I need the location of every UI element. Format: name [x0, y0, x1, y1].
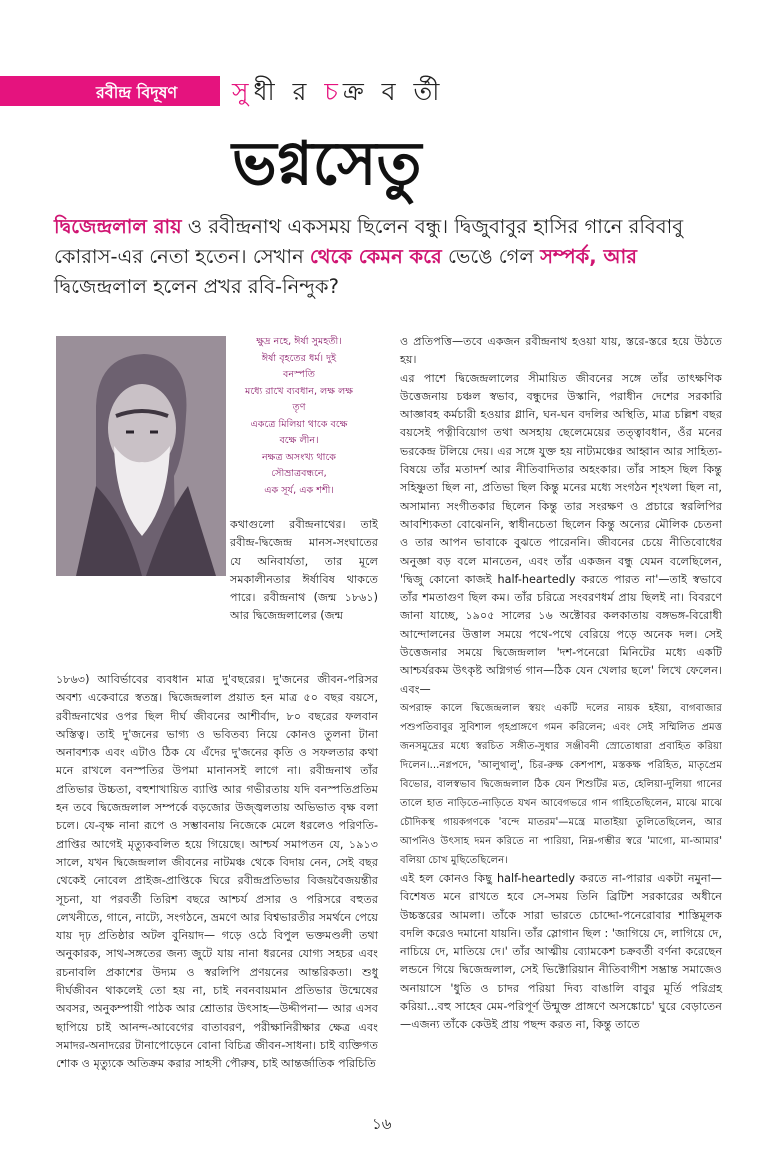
body-column-left-narrow [230, 516, 378, 626]
epigraph-line: সৌভ্রাত্রবন্ধনে, [271, 468, 327, 479]
portrait-image [56, 336, 226, 576]
lede-text: ও রবীন্দ্রনাথ একসময় ছিলেন বন্ধু। দ্বিজুবাবুর হাসির গানে রবিবাবু কোরাস-এর নেতা হতেন। সেখান [54, 215, 684, 268]
author-part-2: ক্র ব র্তী [342, 77, 445, 106]
epigraph-line: এক সূর্য, এক শশী। [264, 484, 334, 496]
lede-text: ভেঙে গেল [441, 245, 541, 268]
article-title: ভগ্নসেতু [232, 129, 422, 199]
epigraph-line: ক্ষুদ্র নহে, ঈর্ষা সুমহতী। [256, 336, 342, 347]
lede-highlight: দ্বিজেন্দ্রলাল রায় [54, 215, 182, 238]
body-column-right [400, 333, 722, 1035]
paragraph: এর পাশে দ্বিজেন্দ্রলালের সীমায়িত জীবনের সঙ্গে তাঁর তাৎক্ষণিক উত্তেজনায় চঞ্চল স্বভাব, বন্ধুদের উস্কানি, পরাধীন দেশের সরকারি আজ্ঞাবহ কর্মচারী হওয়ার গ্লানি, ঘন-ঘন বদলির অস্থিতি, মাত্র চল্লিশ বছর বয়সেই পত্নীবিয়োগ তথা অসহায় ছেলেমেয়ের তত্ত্বাবধান, ওঁর মনের ভরকেন্দ্র টলিয়ে দেয়। এর সঙ্গে যুক্ত হয় নাট্যমঞ্চের আহ্বান আর সাহিত্য-বিষয়ে তাঁর মতাদর্শ আর নীতিবাদিতার অহংকার। তাঁর সাহস ছিল কিন্তু সহিষ্ণুতা ছিল না, প্রতিভা ছিল কিন্তু মনের মধ্যে সংগঠন শৃংখলা ছিল না, অসামান্য সংগীতকার ছিলেন কিন্তু তার সংরক্ষণ ও প্রচারে স্বরলিপির আবশ্যিকতা বোঝেননি, স্বাধীনচেতা ছিলেন কিন্তু অন্যের মৌলিক চেতনা ও তার আপন ভাবাকে বুঝতে পারেননি। জীবনের চেয়ে নীতিবোধের অনুজ্ঞা বড় বলে মানতেন, এবং তাঁর একজন বন্ধু যেমন বলেছিলেন, 'দ্বিজু কোনো কাজই half-heartedly করতে পারত না'—তাই স্বভাবে তাঁর শমতাগুণ ছিল কম। তাঁর চরিত্রে সংবরণধর্ম প্রায় ছিলই না। বিবরণে জানা যাচ্ছে, ১৯০৫ সালের ১৬ অক্টোবর কলকাতায় বঙ্গভঙ্গ-বিরোধী আন্দোলনের উত্তাল সময়ে পথে-পথে বেরিয়ে পড়ে অনেক দল। সেই উত্তেজনার সময়ে দ্বিজেন্দ্রলাল 'দশ-পনেরো মিনিটের মধ্যে একটি আশ্চর্যরকম উৎকৃষ্ট অগ্নিগর্ভ গান—ঠিক যেন খেলার ছলে' লিখে ফেলেন। এবং— [400, 371, 722, 696]
epigraph-line: মধ্যে রাখে ব্যবধান, লক্ষ লক্ষ [245, 385, 353, 397]
epigraph-line: বনস্পতি [282, 369, 315, 380]
epigraph-line: বক্ষে লীন। [279, 435, 319, 446]
epigraph-line: ঈর্ষা বৃহতের ধর্ম। দুই [261, 352, 337, 364]
body-column-left [56, 671, 378, 1074]
paragraph: এই হল কোনও কিছু half-heartedly করতে না-পারার একটা নমুনা—বিশেষত মনে রাখতে হবে সে-সময় তিনি ব্রিটিশ সরকারের অধীনে উচ্চস্তরের আমলা। তাঁকে সারা ভারতে চোদ্দো-পনেরোবার শাস্তিমূলক বদলি করেও দমানো যায়নি। তাঁর স্লোগান ছিল : 'জাগিয়ে দে, লাগিয়ে দে, নাচিয়ে দে, মাতিয়ে দে।' তাঁর আত্মীয় ব্যোমকেশ চক্রবর্তী বর্ণনা করেছেন লন্ডনে গিয়ে দ্বিজেন্দ্রলাল, সেই ভিক্টোরিয়ান নীতিবাগীশ সম্ভ্রান্ত সমাজেও অনায়াসে 'ধুতি ও চাদর পরিয়া দিব্য বাঙালি বাবুর মূর্তি পরিগ্রহ করিয়া...বহু সাহেব মেম-পরিপূর্ণ উন্মুক্ত প্রাঙ্গণে অসঙ্কোচে' ঘুরে বেড়াতেন—এজন্য তাঁকে কেউই প্রায় পছন্দ করত না, কিন্তু তাতে [400, 871, 722, 1032]
page-number: ১৬ [372, 1115, 392, 1133]
article-lede [54, 212, 722, 302]
epigraph-line: নক্ষত্র অসংখ্য থাকে [261, 451, 337, 463]
epigraph-line: একত্রে মিলিয়া থাকে বক্ষে [250, 418, 348, 430]
lede-highlight: সম্পর্ক, আর [540, 245, 637, 268]
paragraph: কথাগুলো রবীন্দ্রনাথের। তাই রবীন্দ্র-দ্বিজেন্দ্র মানস-সংঘাতের যে অনিবার্যতা, তার মূলে সমকালীনতার ঈর্ষাবিষ থাকতে পারে। রবীন্দ্রনাথ (জন্ম ১৮৬১) আর দ্বিজেন্দ্রলালের (জন্ম [230, 518, 378, 623]
author-part: ধী র [253, 77, 325, 106]
author-name [232, 72, 444, 115]
lede-highlight: থেকে কেমন করে [309, 245, 442, 268]
author-initial-2: চ [324, 77, 343, 106]
lede-text: দ্বিজেন্দ্রলাল হলেন প্রখর রবি-নিন্দুক? [54, 275, 339, 298]
epigraph [226, 334, 372, 499]
epigraph-line: তৃণ [292, 402, 306, 413]
author-initial: সু [232, 77, 254, 106]
paragraph: ১৮৬৩) আবির্ভাবের ব্যবধান মাত্র দু'বছরের। দু'জনের জীবন-পরিসর অবশ্য একেবারে স্বতন্ত্র। দ্বিজেন্দ্রলাল প্রয়াত হন মাত্র ৫০ বছর বয়সে, রবীন্দ্রনাথের ওপর ছিল দীর্ঘ জীবনের আশীর্বাদ, ৮০ বছরের ফলবান অস্তিত্ব। তাই দু'জনের ভাগ্য ও ভবিতব্য নিয়ে কোনও তুলনা টানা অনাবশ্যক এবং এটাও ঠিক যে এঁদের দু'জনের কৃতি ও সফলতার কথা মনে রাখলে বনস্পতির উপমা মানানসই লাগে না। রবীন্দ্রনাথ তাঁর প্রতিভার উচ্চতা, বহুশাখায়িত ব্যাপ্তি আর গভীরতায় যদি বনস্পতিপ্রতিম হন তবে দ্বিজেন্দ্রলাল সম্পর্কে বড়জোর উজ্জ্বলতায় অভিভাত বৃক্ষ বলা চলে। যে-বৃক্ষ নানা রূপে ও সম্ভাবনায় নিজেকে মেলে ধরলেও পরিণতি-প্রাপ্তির আগেই মৃত্যুকবলিত হয়ে গিয়েছে। আশ্চর্য সমাপতন যে, ১৯১৩ সালে, যখন দ্বিজেন্দ্রলাল জীবনের নাটমঞ্চ থেকে বিদায় নেন, সেই বছর থেকেই নোবেল প্রাইজ-প্রাপ্তিকে ঘিরে রবীন্দ্রপ্রতিভার বিজয়বৈজয়ন্তীর সূচনা, যা পরবর্তী তিরিশ বছরে আশ্চর্য প্রসার ও পরিসরে বহুতর লেখনীতে, গানে, নাট্যে, সংগঠনে, ভ্রমণে আর বিশ্বভারতীর সমর্থনে পেয়ে যায় দৃঢ় প্রতিষ্ঠার অটল বুনিয়াদ— গড়ে ওঠে বিপুল ভক্তমণ্ডলী তথা অনুকারক, সাথ-সঙ্গতের জন্য জুটে যায় নানা ধরনের যোগ্য সহচর এবং রচনাবলি প্রকাশের উদ্যম ও স্বরলিপি প্রণয়নের আন্তরিকতা। শুধু দীর্ঘজীবন থাকলেই তো হয় না, চাই নবনবায়মান প্রতিভার উন্মেষের অবসর, অনুকম্পায়ী পাঠক আর শ্রোতার উৎসাহ—উদ্দীপনা— আর এসব ছাপিয়ে চাই আনন্দ-আবেগের বাতাবরণ, পরীক্ষানিরীক্ষার ক্ষেত্র এবং সমাদর-অনাদরের টানাপোড়েনে বোনা বিচিত্র জীবন-সাধনা। চাই ব্যক্তিগত শোক ও মৃত্যুকে অতিক্রম করার সাহসী পৌরুষ, চাই আন্তর্জাতিক পরিচিতি [56, 673, 378, 1071]
section-label: রবীন্দ্র বিদূষণ [96, 83, 178, 102]
paragraph: ও প্রতিপত্তি—তবে একজন রবীন্দ্রনাথ হওয়া যায়, স্তরে-স্তরে হয়ে উঠতে হয়। [400, 335, 722, 367]
block-quote: অপরাহ্ন কালে দ্বিজেন্দ্রলাল স্বয়ং একটি দলের নায়ক হইয়া, বাগবাজার পশুপতিবাবুর সুবিশাল গৃহপ্রাঙ্গণে গমন করিলেন; এবং সেই সম্মিলিত প্রমত্ত জনসমুদ্রের মধ্যে স্বরচিত সঙ্গীত-সুধার সঞ্জীবনী স্রোতোধারা প্রবাহিত করিয়া দিলেন।...নগ্নপদে, 'আলুথালু', চির-রুক্ষ কেশপাশ, মস্তকক্ষ পরিহিত, মাতৃপ্রেম বিভোর, বালস্বভাব দ্বিজেন্দ্রলাল ঠিক যেন শিশুটির মত, হেলিয়া-দুলিয়া গানের তালে হাত নাড়িতে-নাড়িতে যখন আবেগভরে গান গাহিতেছিলেন, মাঝে মাঝে চৌদিকস্থ গায়কগণকে 'বন্দে মাতরম'—মন্ত্রে মাতাইয়া তুলিতেছিলেন, আর আপনিও উৎসাহ দমন করিতে না পারিয়া, নিম্ন-গম্ভীর স্বরে 'মাগো, মা-আমার' বলিয়া চোখ মুছিতেছিলেন। [400, 702, 722, 866]
